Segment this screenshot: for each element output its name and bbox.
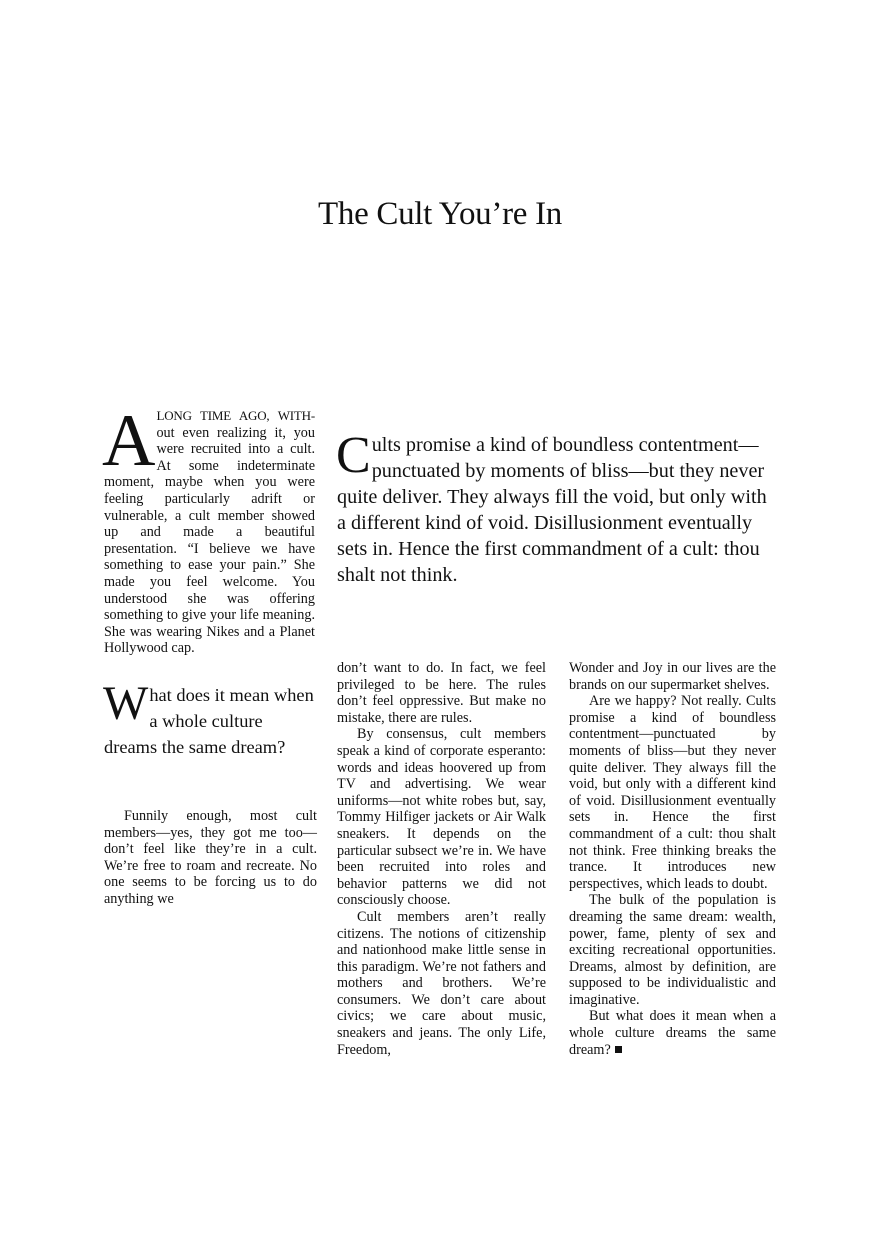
body-paragraph: Funnily enough, most cult members—yes, they got me too—don’t feel like they’re in a cult. We’re free to roam and recreate. No one seems to be forcing us to do anything we	[104, 808, 317, 907]
intro-column	[102, 400, 315, 657]
lead-text: ults promise a kind of boundless contentment—punctuated by moments of bliss—but they never quite deliver. They always fill the void, but only with a different kind of void. Disillusionment eventually sets in. Hence the first commandment of a cult: thou shalt not think.	[337, 434, 767, 586]
drop-cap: A	[102, 400, 156, 482]
body-column-middle	[337, 660, 546, 1058]
intro-paragraph	[102, 400, 315, 657]
pull-quote-drop-cap: W	[103, 677, 149, 730]
article-title: The Cult You’re In	[318, 196, 562, 232]
final-text: But what does it mean when a whole culture dreams the same dream?	[569, 1008, 776, 1058]
body-paragraph: By consensus, cult members speak a kind of corporate esperanto: words and ideas hoovered up from TV and advertising. We wear uniforms—not white robes but, say, Tommy Hilfiger jackets or Air Walk sneakers. It depends on the particular subsect we’re in. We have been recruited into roles and behavior patterns we did not consciously choose.	[337, 726, 546, 909]
body-paragraph: Are we happy? Not really. Cults promise a kind of boundless contentment—punctuated by moments of bliss—but they never quite deliver. They always fill the void, but only with a different kind of void. Disillusionment eventually sets in. Hence the first commandment of a cult: thou shalt not think. Free thinking breaks the trance. It introduces new perspectives, which leads to doubt.	[569, 693, 776, 892]
body-column-right	[569, 660, 776, 1058]
lead-paragraph	[336, 427, 774, 588]
body-paragraph: Wonder and Joy in our lives are the brands on our supermarket shelves.	[569, 660, 776, 693]
intro-text: out even realizing it, you were recruited into a cult. At some indeterminate moment, maybe when you were feeling particularly adrift or vulnerable, a cult member showed up and made a beautiful presentation. “I believe we have something to ease your pain.” She made you feel welcome. You understood she was offering something to give your life meaning. She was wearing Nikes and a Planet Hollywood cap.	[104, 424, 315, 657]
intro-smallcaps: LONG TIME AGO, WITH-	[156, 408, 315, 423]
pull-quote	[103, 677, 316, 760]
final-paragraph	[569, 1008, 776, 1058]
pull-quote-text: hat does it mean when a whole culture dreams the same dream?	[104, 685, 314, 757]
body-paragraph: Cult members aren’t really citizens. The notions of citizenship and nationhood make little sense in this paradigm. We’re not fathers and mothers and brothers. We’re consumers. We don’t care about civics; we care about music, sneakers and jeans. The only Life, Freedom,	[337, 908, 546, 1058]
body-paragraph: The bulk of the population is dreaming the same dream: wealth, power, fame, plenty of sex and exciting recreational opportunities. Dreams, almost by definition, are supposed to be individualistic and imaginative.	[569, 892, 776, 1008]
body-column-left	[104, 808, 317, 908]
end-mark-icon	[615, 1046, 622, 1053]
body-paragraph: don’t want to do. In fact, we feel privileged to be here. The rules don’t feel oppressive. But make no mistake, there are rules.	[337, 660, 546, 726]
lead-drop-cap: C	[336, 427, 371, 484]
